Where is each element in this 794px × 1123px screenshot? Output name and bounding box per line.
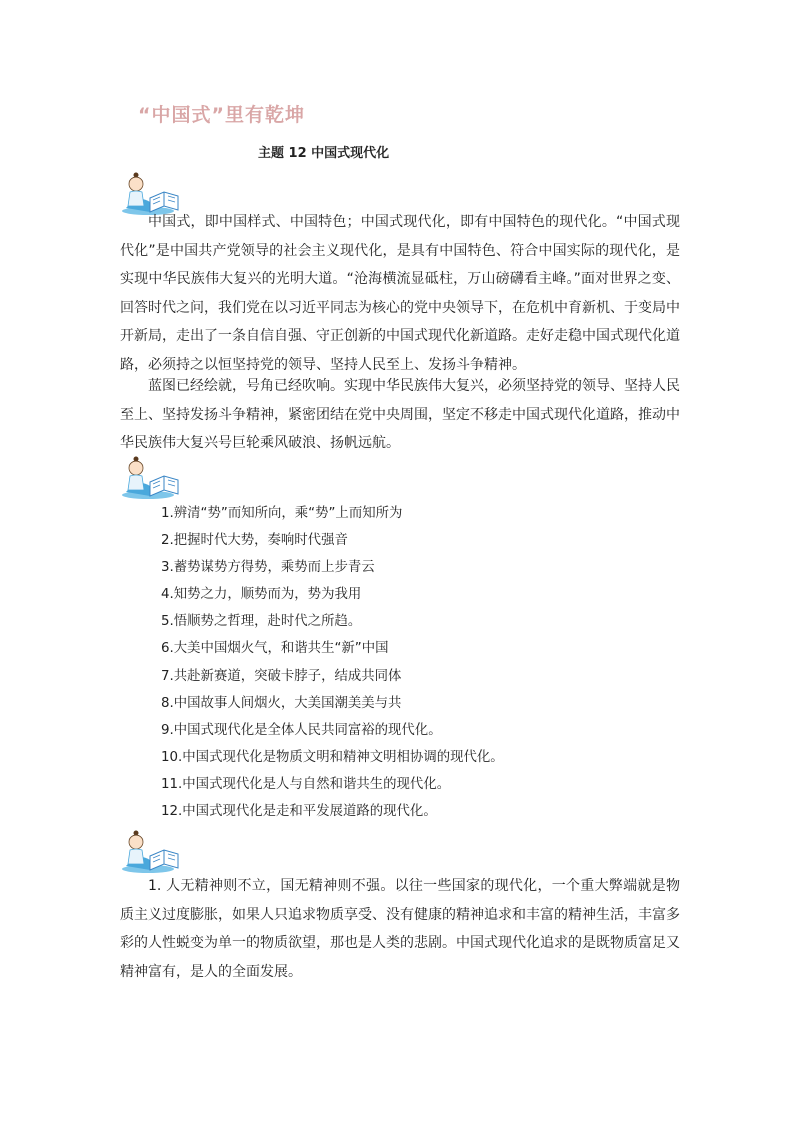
reading-girl-book-icon [120, 456, 182, 500]
topic-item: 9.中国式现代化是全体人民共同富裕的现代化。 [161, 722, 442, 738]
reading-girl-book-icon [120, 830, 182, 874]
topic-item: 7.共赴新赛道，突破卡脖子，结成共同体 [161, 668, 402, 684]
topic-item: 4.知势之力，顺势而为，势为我用 [161, 587, 362, 603]
intro-paragraph-1: 中国式，即中国样式、中国特色；中国式现代化，即有中国特色的现代化。“中国式现代化”是中国共产党领导的社会主义现代化，是具有中国特色、符合中国实际的现代化，是实现中华民族伟大复兴的光明大道。“沧海横流显砥柱，万山磅礴看主峰。”面对世界之变、回答时代之问，我们党在以习近平同志为核心的党中央领导下，在危机中育新机、于变局中开新局，走出了一条自信自强、守正创新的中国式现代化新道路。走好走稳中国式现代化道路，必须持之以恒坚持党的领导、坚持人民至上、发扬斗争精神。 [120, 214, 680, 373]
topic-item: 11.中国式现代化是人与自然和谐共生的现代化。 [161, 776, 451, 792]
intro-paragraph-2: 蓝图已经绘就，号角已经吹响。实现中华民族伟大复兴，必须坚持党的领导、坚持人民至上、坚持发扬斗争精神，紧密团结在党中央周围，坚定不移走中国式现代化道路，推动中华民族伟大复兴号巨轮乘风破浪、扬帆远航。 [120, 378, 680, 451]
topic-item: 3.蓄势谋势方得势，乘势而上步青云 [161, 560, 375, 576]
topic-list [161, 500, 504, 825]
material-paragraph: 1. 人无精神则不立，国无精神则不强。以往一些国家的现代化，一个重大弊端就是物质主义过度膨胀，如果人只追求物质享受、没有健康的精神追求和丰富的精神生活，丰富多彩的人性蜕变为单一的物质欲望，那也是人类的悲剧。中国式现代化追求的是既物质富足又精神富有，是人的全面发展。 [120, 878, 680, 980]
topic-item: 2.把握时代大势，奏响时代强音 [161, 533, 348, 549]
topic-item: 1.辨清“势”而知所向，乘“势”上而知所为 [161, 506, 403, 521]
topic-item: 12.中国式现代化是走和平发展道路的现代化。 [161, 804, 437, 820]
topic-item: 5.悟顺势之哲理，赴时代之所趋。 [161, 614, 362, 630]
topic-item: 8.中国故事人间烟火，大美国潮美美与共 [161, 695, 402, 711]
topic-title: 主题 12 中国式现代化 [258, 146, 390, 161]
page-headline: “中国式”里有乾坤 [138, 104, 305, 126]
topic-item: 10.中国式现代化是物质文明和精神文明相协调的现代化。 [161, 749, 504, 765]
topic-item: 6.大美中国烟火气，和谐共生“新”中国 [161, 641, 389, 657]
